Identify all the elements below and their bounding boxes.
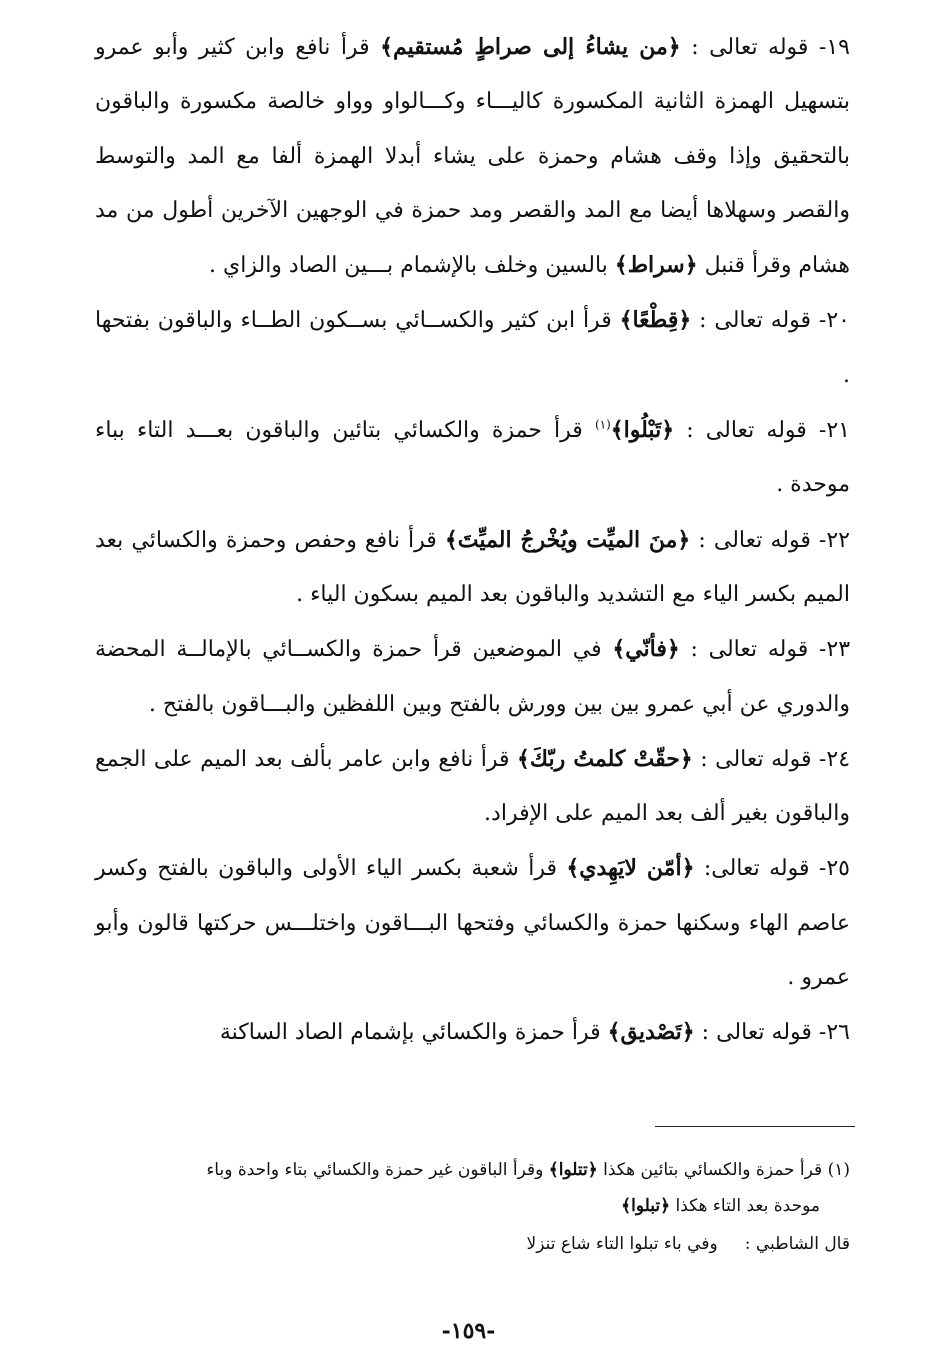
entry-21 xyxy=(95,403,850,513)
footnote-1-continued xyxy=(95,1188,850,1224)
entry-text: قرأ حمزة والكسائي بتائين والباقون بعـــد التاء بباء موحدة . xyxy=(95,418,850,498)
entry-text: قرأ نافع وابن عامر بألف بعد الميم على الجمع والباقون بغير ألف بعد الميم على الإفراد. xyxy=(95,746,850,827)
quran-verse: ﴿قِطْعًا﴾ xyxy=(619,307,692,334)
entry-number: ٢٦- قوله تعالى : xyxy=(694,1020,850,1046)
entry-number: ٢٠- قوله تعالى : xyxy=(691,308,850,334)
entry-text: قرأ نافع وابن كثير وأبو عمرو بتسهيل الهمزة الثانية المكسورة كاليـــاء وكـــالواو وواو خالصة مكسورة والباقون بالتحقيق وإذا وقف هشام وحمزة على يشاء أبدلا الهمزة ألفا مع المد والتوسط والقصر وسهلاها أيضا مع المد والقصر ومد حمزة في الوجهين الآخرين أطول من مد هشام وقرأ قنبل xyxy=(95,35,850,279)
entry-text-cont: بالسين وخلف بالإشمام بـــين الصاد والزاي . xyxy=(209,253,615,279)
entry-19 xyxy=(95,20,850,293)
footnote-divider xyxy=(655,1126,855,1127)
entry-number: ١٩- قوله تعالى : xyxy=(680,35,850,60)
footnote-ref[interactable]: (١) xyxy=(594,417,611,432)
quran-verse: ﴿فأنّي﴾ xyxy=(612,636,680,663)
quran-verse: ﴿تَبْلُوا﴾ xyxy=(610,417,675,444)
quran-word: ﴿سراط﴾ xyxy=(614,252,698,279)
entry-number: ٢٤- قوله تعالى : xyxy=(692,746,851,772)
poem-verse: وفي باء تبلوا التاء شاع تنزلا xyxy=(526,1234,718,1254)
quran-verse: ﴿منَ الميِّت ويُخْرجُ الميِّتَ﴾ xyxy=(444,526,691,553)
footnotes xyxy=(95,1152,850,1262)
footnote-text-line2: موحدة بعد التاء هكذا xyxy=(670,1196,820,1216)
entry-text: قرأ حمزة والكسائي بإشمام الصاد الساكنة xyxy=(219,1020,608,1046)
main-text xyxy=(95,20,850,1061)
footnote-quran-2: ﴿تبلوا﴾ xyxy=(621,1196,671,1216)
entry-25 xyxy=(95,841,850,1005)
footnote-quran: ﴿تتلوا﴾ xyxy=(548,1160,598,1180)
entry-20 xyxy=(95,293,850,403)
entry-text: في الموضعين قرأ حمزة والكســائي بالإمالــة المحضة والدوري عن أبي عمرو بين بين وورش بالفتح وبين اللفظين والبـــاقون بالفتح . xyxy=(95,637,850,717)
entry-23 xyxy=(95,622,850,732)
entry-24 xyxy=(95,732,850,842)
entry-text: قرأ شعبة بكسر الياء الأولى والباقون بالفتح وكسر عاصم الهاء وسكنها حمزة والكسائي وفتحها البـــاقون واختلـــس حركتها قالون وأبو عمرو . xyxy=(95,856,850,991)
entry-26 xyxy=(95,1005,850,1060)
footnote-number: (١) xyxy=(822,1160,850,1180)
quran-verse: ﴿من يشاءُ إلى صراطٍ مُستقيم﴾ xyxy=(380,34,681,60)
footnote-1 xyxy=(95,1152,850,1188)
poem-line xyxy=(95,1226,850,1262)
entry-text: قرأ ابن كثير والكســائي بســكون الطــاء والباقون بفتحها . xyxy=(95,308,850,388)
entry-number: ٢١- قوله تعالى : xyxy=(674,418,850,444)
footnote-text-cont: وقرأ الباقون غير حمزة والكسائي بتاء واحدة وباء xyxy=(206,1160,549,1180)
quran-verse: ﴿أمّن لايَهِدي﴾ xyxy=(566,855,695,882)
entry-number: ٢٥- قوله تعالى: xyxy=(694,856,850,882)
page-number: -١٥٩- xyxy=(441,1318,496,1344)
quran-verse: ﴿حقّتْ كلمتُ ربّكَ﴾ xyxy=(517,745,693,772)
poem-label: قال الشاطبي : xyxy=(744,1234,850,1254)
entry-text: قرأ نافع وحفص وحمزة والكسائي بعد الميم بكسر الياء مع التشديد والباقون بعد الميم بسكون الياء . xyxy=(95,527,850,607)
footnote-text: قرأ حمزة والكسائي بتائين هكذا xyxy=(597,1160,823,1180)
entry-number: ٢٢- قوله تعالى : xyxy=(690,527,850,553)
entry-number: ٢٣- قوله تعالى : xyxy=(679,637,851,663)
entry-22 xyxy=(95,513,850,623)
quran-verse: ﴿تَصْديق﴾ xyxy=(607,1019,695,1046)
